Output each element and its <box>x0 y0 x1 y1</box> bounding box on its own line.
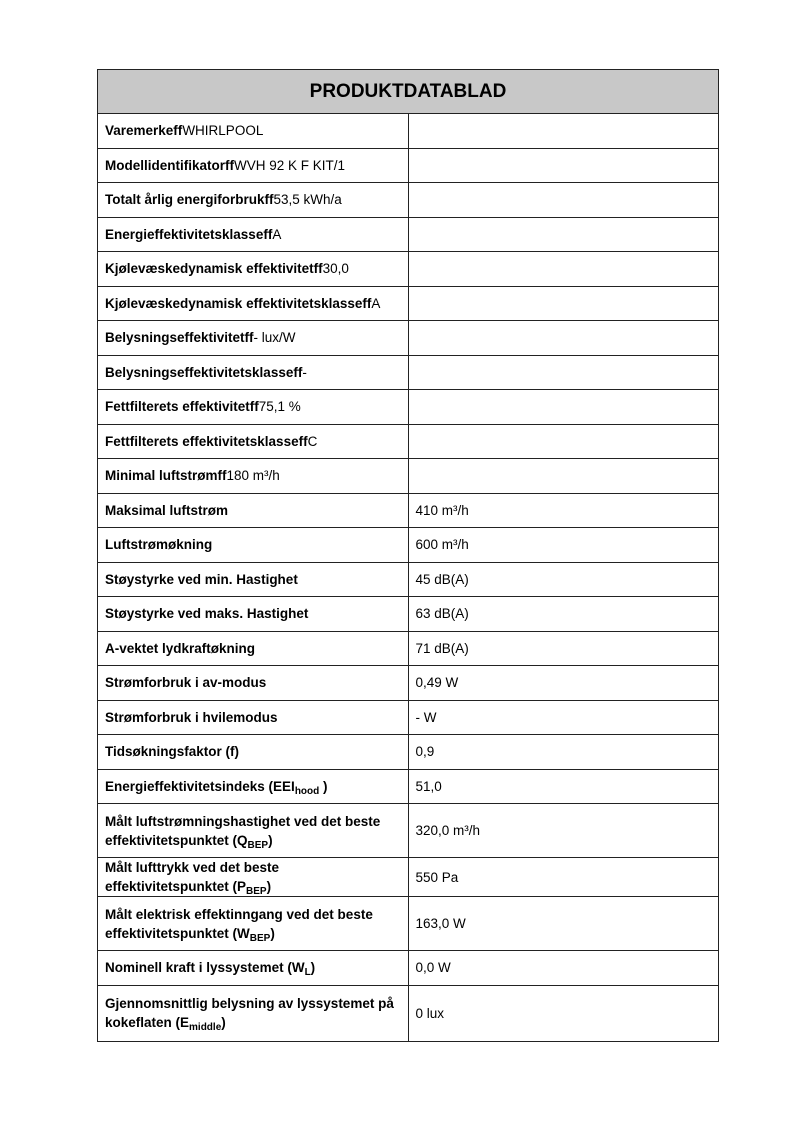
row-label-cell <box>98 666 409 701</box>
row-label-suffix: ) <box>270 925 275 941</box>
row-value: 30,0 <box>322 261 349 277</box>
row-label-suffix: ) <box>310 960 316 976</box>
row-label-suffix: ) <box>266 879 272 894</box>
row-label-cell <box>98 985 409 1041</box>
empty-value-cell <box>408 355 719 390</box>
row-label: Belysningseffektivitetff <box>105 330 254 346</box>
table-row <box>98 562 719 597</box>
row-value: 0,49 W <box>408 666 719 701</box>
row-label: Kjølevæskedynamisk effektivitetff <box>105 261 323 277</box>
row-value: 0 lux <box>408 985 719 1041</box>
row-label: Målt elektrisk effektinngang ved det beste effektivitetspunktet (W <box>105 906 373 941</box>
table-row <box>98 631 719 666</box>
table-row <box>98 390 719 425</box>
table-row <box>98 217 719 252</box>
row-label: Kjølevæskedynamisk effektivitetsklasseff <box>105 295 372 311</box>
row-label-subscript: hood <box>294 785 320 797</box>
row-label: Fettfilterets effektivitetff <box>105 399 259 415</box>
row-label: Varemerkeff <box>105 123 183 139</box>
row-value: A <box>272 226 282 242</box>
row-label: Støystyrke ved min. Hastighet <box>105 571 298 587</box>
row-label: Strømforbruk i hvilemodus <box>105 709 278 725</box>
row-label: A-vektet lydkraftøkning <box>105 640 256 656</box>
row-label-cell <box>98 355 409 390</box>
row-value: WHIRLPOOL <box>182 123 264 139</box>
row-value: 71 dB(A) <box>408 631 719 666</box>
table-row <box>98 286 719 321</box>
table-row <box>98 858 719 897</box>
row-value: WVH 92 K F KIT/1 <box>234 157 346 173</box>
row-label: Modellidentifikatorff <box>105 157 234 173</box>
row-value: 550 Pa <box>408 858 719 897</box>
empty-value-cell <box>408 424 719 459</box>
row-value: 63 dB(A) <box>408 597 719 632</box>
row-value: 45 dB(A) <box>408 562 719 597</box>
table-row <box>98 493 719 528</box>
empty-value-cell <box>408 148 719 183</box>
row-label-cell <box>98 528 409 563</box>
row-label: Maksimal luftstrøm <box>105 502 229 518</box>
row-label-cell <box>98 114 409 149</box>
row-label-suffix: ) <box>221 1015 226 1030</box>
table-row <box>98 735 719 770</box>
row-label-cell <box>98 897 409 951</box>
row-label-cell <box>98 286 409 321</box>
table-row <box>98 528 719 563</box>
empty-value-cell <box>408 252 719 287</box>
row-label-cell <box>98 951 409 986</box>
row-label-suffix: ) <box>268 832 273 848</box>
row-value: 180 m³/h <box>226 468 280 484</box>
row-value: A <box>371 295 381 311</box>
row-label-cell <box>98 321 409 356</box>
row-label-cell <box>98 493 409 528</box>
row-value: 51,0 <box>408 769 719 804</box>
table-row <box>98 597 719 632</box>
row-label-subscript: BEP <box>249 932 271 944</box>
row-label: Målt lufttrykk ved det beste effektivitetspunktet (P <box>105 860 280 894</box>
row-label-cell <box>98 735 409 770</box>
row-label: Belysningseffektivitetsklasseff <box>105 364 303 380</box>
table-row <box>98 321 719 356</box>
sheet-title: PRODUKTDATABLAD <box>98 70 719 114</box>
row-value: C <box>307 433 318 449</box>
row-label: Nominell kraft i lyssystemet (W <box>105 960 305 976</box>
row-value: - W <box>408 700 719 735</box>
empty-value-cell <box>408 217 719 252</box>
row-label-cell <box>98 769 409 804</box>
row-label: Fettfilterets effektivitetsklasseff <box>105 433 308 449</box>
table-row <box>98 355 719 390</box>
row-label-cell <box>98 562 409 597</box>
row-value: 410 m³/h <box>408 493 719 528</box>
row-value: 320,0 m³/h <box>408 804 719 858</box>
row-label: Strømforbruk i av-modus <box>105 675 267 691</box>
row-label: Totalt årlig energiforbrukff <box>105 192 274 208</box>
table-row <box>98 804 719 858</box>
row-label-cell <box>98 424 409 459</box>
row-label-subscript: BEP <box>247 839 269 851</box>
row-value: - <box>302 364 307 380</box>
row-label-cell <box>98 148 409 183</box>
row-value: 0,9 <box>408 735 719 770</box>
row-value: 600 m³/h <box>408 528 719 563</box>
table-row <box>98 459 719 494</box>
row-label-cell <box>98 390 409 425</box>
table-row <box>98 424 719 459</box>
row-label: Energieffektivitetsindeks (EEI <box>105 778 295 794</box>
row-label-cell <box>98 217 409 252</box>
product-data-sheet-table <box>97 69 719 1042</box>
table-row <box>98 252 719 287</box>
row-value: 0,0 W <box>408 951 719 986</box>
row-label: Støystyrke ved maks. Hastighet <box>105 606 309 622</box>
table-row <box>98 897 719 951</box>
row-label-subscript: middle <box>189 1022 222 1033</box>
table-row <box>98 985 719 1041</box>
row-value: 163,0 W <box>408 897 719 951</box>
row-label-cell <box>98 631 409 666</box>
table-row <box>98 769 719 804</box>
row-label-cell <box>98 700 409 735</box>
row-value: 53,5 kWh/a <box>273 192 342 208</box>
row-label-subscript: L <box>304 967 311 979</box>
empty-value-cell <box>408 459 719 494</box>
row-label: Målt luftstrømningshastighet ved det beste effektivitetspunktet (Q <box>105 813 381 848</box>
row-label-cell <box>98 858 409 897</box>
table-row <box>98 700 719 735</box>
row-value: - lux/W <box>253 330 296 346</box>
table-row <box>98 148 719 183</box>
empty-value-cell <box>408 286 719 321</box>
row-label-subscript: BEP <box>246 886 267 897</box>
row-label-cell <box>98 252 409 287</box>
empty-value-cell <box>408 114 719 149</box>
row-label-cell <box>98 183 409 218</box>
table-row <box>98 114 719 149</box>
empty-value-cell <box>408 390 719 425</box>
empty-value-cell <box>408 321 719 356</box>
row-label-cell <box>98 597 409 632</box>
table-row <box>98 183 719 218</box>
row-label: Energieffektivitetsklasseff <box>105 226 273 242</box>
table-row <box>98 666 719 701</box>
row-label: Tidsøkningsfaktor (f) <box>105 744 240 760</box>
row-label-suffix: ) <box>319 778 328 794</box>
row-label-cell <box>98 459 409 494</box>
row-label-cell <box>98 804 409 858</box>
table-row <box>98 951 719 986</box>
row-label: Gjennomsnittlig belysning av lyssystemet på kokeflaten (E <box>105 996 394 1030</box>
row-label: Luftstrømøkning <box>105 537 213 553</box>
row-label: Minimal luftstrømff <box>105 468 227 484</box>
empty-value-cell <box>408 183 719 218</box>
row-value: 75,1 % <box>258 399 301 415</box>
